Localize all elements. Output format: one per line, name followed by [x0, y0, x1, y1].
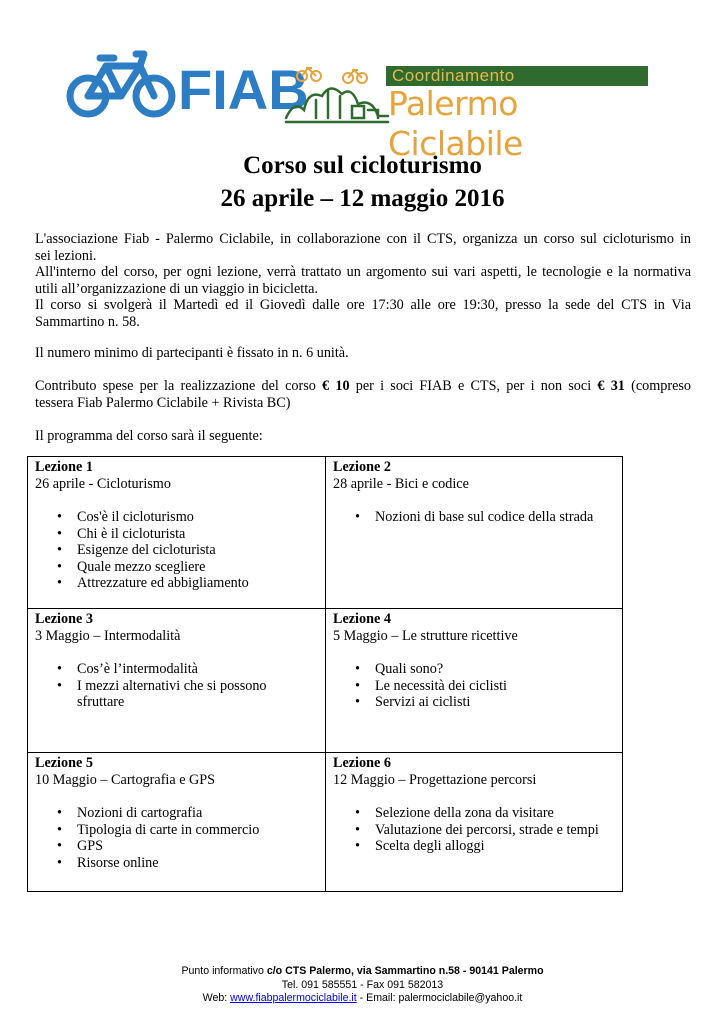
contribution-paragraph [35, 378, 691, 411]
list-item: • Le necessità dei ciclisti [333, 678, 507, 695]
contribution-line: tessera Fiab Palermo Ciclabile + Rivista BC) [35, 394, 291, 411]
lesson-subtitle: 12 Maggio – Progettazione percorsi [333, 771, 537, 788]
lesson-topics [333, 661, 507, 711]
lesson-subtitle: 10 Maggio – Cartografia e GPS [35, 771, 216, 788]
contribution-text: Contributo spese per la realizzazione del corso [35, 378, 323, 394]
min-participants-text: Il numero minimo di partecipanti è fissato in n. 6 unità. [35, 345, 349, 361]
lesson-subtitle: 26 aprile - Cicloturismo [35, 475, 171, 492]
table-divider [28, 608, 622, 609]
list-item: • Nozioni di cartografia [35, 805, 259, 822]
intro-paragraph [35, 231, 691, 331]
lesson-title: Lezione 2 [333, 459, 391, 475]
intro-line: utili all’organizzazione di un viaggio in bicicletta. [35, 280, 319, 297]
price-non-members: € 31 [597, 378, 625, 394]
program-intro-text: Il programma del corso sarà il seguente: [35, 428, 263, 444]
list-item: • Scelta degli alloggi [333, 838, 599, 855]
list-item: • I mezzi alternativi che si possono [35, 678, 267, 695]
lesson-title: Lezione 4 [333, 611, 391, 627]
list-item: • Esigenze del cicloturista [35, 542, 249, 559]
footer-email: - Email: palermociclabile@yahoo.it [356, 992, 523, 1004]
table-divider [325, 457, 326, 891]
intro-line: Il corso si svolgerà il Martedì ed il Giovedì dalle ore 17:30 alle ore 19:30, presso la sede del CTS in Via [35, 297, 691, 314]
lesson-topics [333, 805, 599, 855]
footer-prefix: Punto informativo [181, 965, 267, 977]
fiab-logo-text: FIAB [178, 58, 309, 121]
list-item-continuation: sfruttare [77, 694, 125, 711]
lesson-topics [35, 661, 267, 711]
intro-line: All'interno del corso, per ogni lezione, verrà trattato un argomento sui vari aspetti, le tecnologie e la normativa [35, 264, 691, 281]
lesson-topics [333, 509, 593, 526]
lesson-topics [35, 805, 259, 871]
contribution-text: per i soci FIAB e CTS, per i non soci [349, 378, 598, 394]
lesson-subtitle: 3 Maggio – Intermodalità [35, 627, 181, 644]
footer-phone: Tel. 091 585551 - Fax 091 582013 [281, 979, 444, 991]
list-item: • Risorse online [35, 855, 259, 872]
list-item: • Quale mezzo scegliere [35, 559, 249, 576]
contribution-line [35, 378, 691, 395]
footer-address [0, 965, 725, 978]
coordinamento-text: Coordinamento [392, 66, 515, 85]
list-item: • Selezione della zona da visitare [333, 805, 599, 822]
list-item: • Cos’è l’intermodalità [35, 661, 267, 678]
city-skyline-icon [282, 60, 392, 134]
lesson-title: Lezione 6 [333, 755, 391, 771]
fiab-logo [66, 44, 309, 124]
intro-line: Sammartino n. 58. [35, 313, 140, 330]
list-item: • Servizi ai ciclisti [333, 694, 507, 711]
list-item: • Nozioni di base sul codice della strada [333, 509, 593, 526]
coordinamento-band [386, 66, 648, 86]
list-item: • Valutazione dei percorsi, strade e tempi [333, 822, 599, 839]
intro-line: sei lezioni. [35, 247, 97, 264]
bicycle-icon [66, 46, 178, 120]
lesson-title: Lezione 3 [35, 611, 93, 627]
contribution-text: (compreso [624, 378, 692, 394]
website-link[interactable]: www.fiabpalermociclabile.it [230, 992, 357, 1004]
palermo-ciclabile-logo [282, 60, 654, 163]
list-item: • Cos'è il cicloturismo [35, 509, 249, 526]
list-item: • Attrezzature ed abbigliamento [35, 575, 249, 592]
lesson-subtitle: 5 Maggio – Le strutture ricettive [333, 627, 518, 644]
footer-web-label: Web: [202, 992, 231, 1004]
lesson-cell-3 [35, 611, 323, 751]
palermo-ciclabile-text: Palermo Ciclabile [388, 84, 523, 163]
footer-address-bold: c/o CTS Palermo, via Sammartino n.58 - 90141 Palermo [266, 965, 544, 977]
page-title: Corso sul cicloturismo [243, 152, 482, 179]
lesson-cell-6 [333, 755, 621, 891]
intro-line: L'associazione Fiab - Palermo Ciclabile, in collaborazione con il CTS, organizza un corso sul cicloturismo in [35, 231, 691, 247]
lesson-title: Lezione 5 [35, 755, 93, 771]
list-item: • Chi è il cicloturista [35, 526, 249, 543]
lesson-subtitle: 28 aprile - Bici e codice [333, 475, 469, 492]
price-members: € 10 [322, 378, 350, 394]
program-table [27, 456, 623, 892]
lesson-title: Lezione 1 [35, 459, 93, 475]
lesson-topics [35, 509, 249, 592]
lesson-cell-4 [333, 611, 621, 751]
list-item: • Quali sono? [333, 661, 507, 678]
footer-contacts [0, 992, 725, 1005]
list-item: • GPS [35, 838, 259, 855]
lesson-cell-2 [333, 459, 621, 607]
table-divider [28, 752, 622, 753]
lesson-cell-5 [35, 755, 323, 891]
page-subtitle-dates: 26 aprile – 12 maggio 2016 [220, 185, 505, 212]
list-item: • Tipologia di carte in commercio [35, 822, 259, 839]
lesson-cell-1 [35, 459, 323, 607]
